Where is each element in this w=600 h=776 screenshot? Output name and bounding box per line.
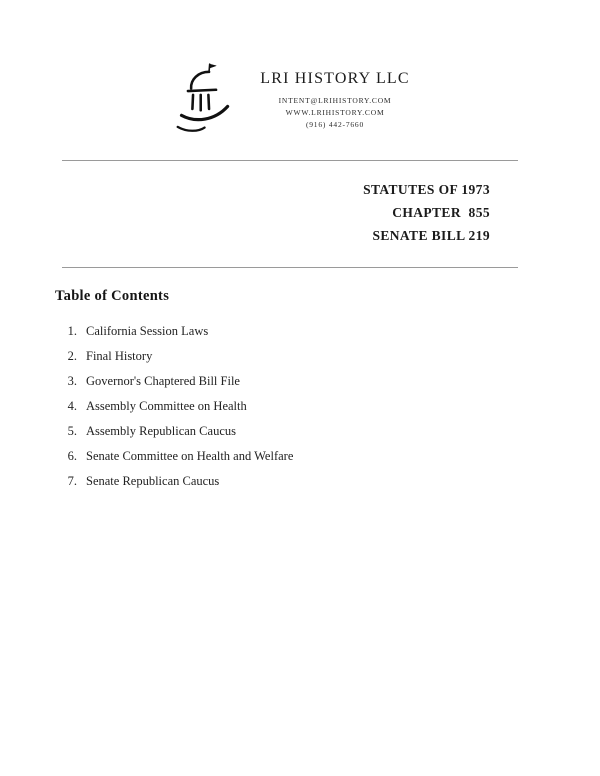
- chapter-line: CHAPTER 855: [392, 205, 490, 220]
- statutes-line: STATUTES OF 1973: [363, 182, 490, 197]
- toc-item-number: 1.: [67, 324, 77, 338]
- toc-item-number: 4.: [67, 399, 77, 413]
- divider-bottom: [62, 267, 518, 268]
- statute-reference: [62, 178, 518, 247]
- contact-website: WWW.LRIHISTORY.COM: [285, 108, 385, 117]
- contact-block: [260, 60, 410, 131]
- toc-item-label: California Session Laws: [86, 324, 209, 338]
- divider-top: [62, 160, 518, 161]
- toc-item-label: Governor's Chaptered Bill File: [86, 374, 240, 388]
- toc-item: [55, 319, 600, 344]
- toc-item: [55, 469, 600, 494]
- contact-email: INTENT@LRIHISTORY.COM: [278, 96, 392, 105]
- toc-list: [55, 319, 600, 494]
- toc-item-label: Final History: [86, 349, 153, 363]
- toc-item: [55, 394, 600, 419]
- toc-title: Table of Contents: [55, 288, 170, 304]
- contact-phone: (916) 442-7660: [305, 120, 365, 129]
- company-name: LRI HISTORY LLC: [260, 70, 410, 87]
- toc-item-number: 2.: [67, 349, 77, 363]
- toc-item-number: 3.: [67, 374, 77, 388]
- capitol-logo-icon: [170, 60, 234, 140]
- toc-item: [55, 369, 600, 394]
- toc-item-number: 6.: [67, 449, 77, 463]
- toc-item-label: Assembly Republican Caucus: [86, 424, 236, 438]
- senate-bill-line: SENATE BILL 219: [372, 228, 490, 243]
- toc-item: [55, 419, 600, 444]
- table-of-contents: [55, 288, 600, 494]
- letterhead: [0, 0, 600, 140]
- toc-item-number: 7.: [67, 474, 77, 488]
- toc-item-label: Assembly Committee on Health: [86, 399, 247, 413]
- toc-item-label: Senate Committee on Health and Welfare: [86, 449, 294, 463]
- toc-item: [55, 344, 600, 369]
- toc-item-label: Senate Republican Caucus: [86, 474, 220, 488]
- toc-item: [55, 444, 600, 469]
- toc-item-number: 5.: [67, 424, 77, 438]
